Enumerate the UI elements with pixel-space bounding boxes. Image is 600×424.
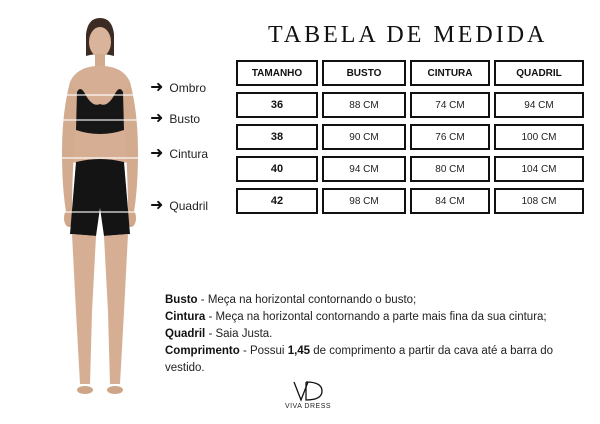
cell-size: 36 <box>236 92 318 118</box>
table-row <box>236 156 592 182</box>
table-row <box>236 92 592 118</box>
cell-cintura: 76 CM <box>410 124 490 150</box>
note-busto-term: Busto <box>165 294 198 306</box>
label-ombro <box>150 80 206 96</box>
label-cintura <box>150 146 208 162</box>
note-busto-text: - Meça na horizontal contornando o busto; <box>197 294 417 306</box>
vd-monogram-icon <box>291 380 325 402</box>
label-busto-text: Busto <box>169 112 201 126</box>
arrow-right-icon: ➜ <box>150 110 164 127</box>
arrow-right-icon: ➜ <box>150 79 164 96</box>
header-tamanho: TAMANHO <box>236 60 318 86</box>
cell-cintura: 80 CM <box>410 156 490 182</box>
note-quadril <box>165 326 595 343</box>
page-title: TABELA DE MEDIDA <box>268 22 548 48</box>
cell-quadril: 108 CM <box>494 188 584 214</box>
cell-quadril: 94 CM <box>494 92 584 118</box>
table-header-row <box>236 60 592 86</box>
cell-busto: 88 CM <box>322 92 406 118</box>
label-quadril <box>150 198 208 214</box>
cell-busto: 90 CM <box>322 124 406 150</box>
note-cintura <box>165 309 595 326</box>
header-cintura: CINTURA <box>410 60 490 86</box>
cell-busto: 98 CM <box>322 188 406 214</box>
note-quadril-term: Quadril <box>165 328 206 340</box>
label-ombro-text: Ombro <box>169 81 207 95</box>
cell-size: 38 <box>236 124 318 150</box>
table-row <box>236 188 592 214</box>
brand-name: VIVA DRESS <box>284 403 332 410</box>
arrow-right-icon: ➜ <box>150 145 164 162</box>
header-busto: BUSTO <box>322 60 406 86</box>
brand-logo <box>282 380 334 410</box>
note-cintura-text: - Meça na horizontal contornando a parte mais fina da sua cintura; <box>205 311 547 323</box>
cell-size: 40 <box>236 156 318 182</box>
cell-quadril: 104 CM <box>494 156 584 182</box>
label-busto <box>150 111 200 127</box>
arrow-right-icon: ➜ <box>150 197 164 214</box>
model-figure <box>40 12 160 402</box>
note-comprimento-text-b: de comprimento a partir da cava até a barra do vestido. <box>165 345 553 374</box>
cell-busto: 94 CM <box>322 156 406 182</box>
note-cintura-term: Cintura <box>165 311 206 323</box>
cell-size: 42 <box>236 188 318 214</box>
label-cintura-text: Cintura <box>169 147 209 161</box>
model-illustration <box>40 12 160 402</box>
note-comprimento-text-a: - Possui <box>239 345 288 357</box>
note-quadril-text: - Saia Justa. <box>205 328 273 340</box>
note-comprimento-term: Comprimento <box>165 345 240 357</box>
note-comprimento-value: 1,45 <box>287 345 311 357</box>
note-busto <box>165 292 595 309</box>
measurement-notes <box>165 292 595 377</box>
header-quadril: QUADRIL <box>494 60 584 86</box>
size-table <box>236 60 592 220</box>
label-quadril-text: Quadril <box>169 199 209 213</box>
note-comprimento <box>165 343 595 377</box>
cell-cintura: 84 CM <box>410 188 490 214</box>
cell-cintura: 74 CM <box>410 92 490 118</box>
cell-quadril: 100 CM <box>494 124 584 150</box>
table-row <box>236 124 592 150</box>
